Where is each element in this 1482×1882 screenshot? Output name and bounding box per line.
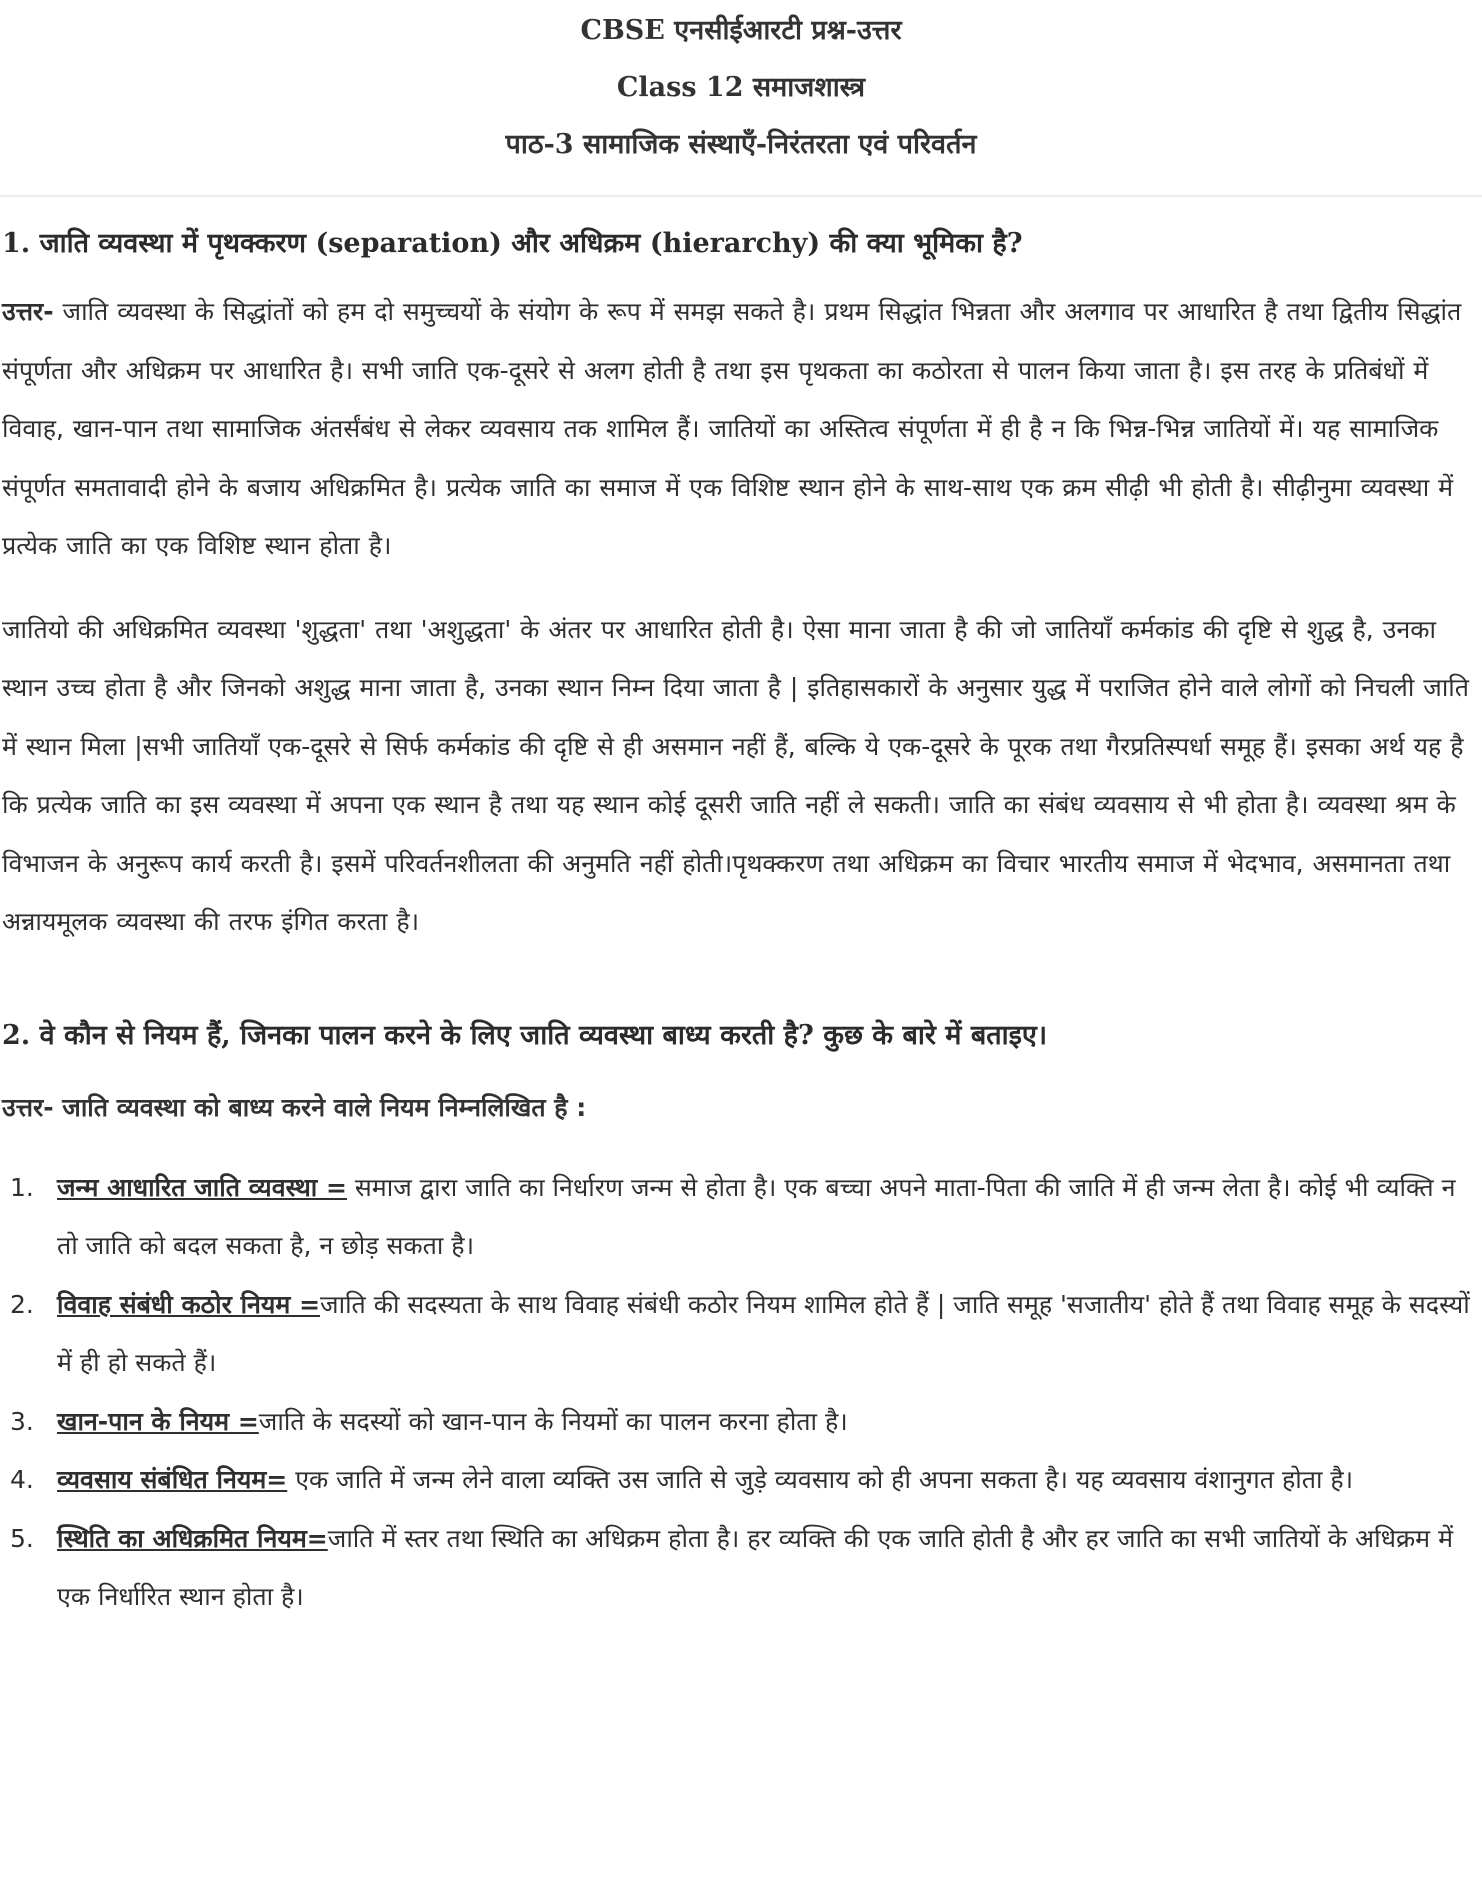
- answer-1-paragraph-1: [2, 283, 1478, 576]
- header-divider: [0, 195, 1482, 197]
- list-item-number: 4.: [10, 1465, 34, 1494]
- rule-term: व्यवसाय संबंधित नियम=: [57, 1465, 288, 1494]
- document-body: [0, 215, 1482, 1627]
- answer-label: उत्तर-: [2, 297, 54, 326]
- rule-term: स्थिति का अधिक्रमित नियम=: [57, 1523, 328, 1553]
- answer-1-paragraph-2: जातियो की अधिक्रमित व्यवस्था 'शुद्धता' तथा 'अशुद्धता' के अंतर पर आधारित होती है। ऐसा माना जाता है की जो जातियाँ कर्मकांड की दृष्टि से शुद्ध है, उनका स्थान उच्च होता है और जिनको अशुद्ध माना जाता है, उनका स्थान निम्न दिया जाता है | इतिहासकारों के अनुसार युद्ध में पराजित होने वाले लोगों को निचली जाति में स्थान मिला |सभी जातियाँ एक-दूसरे से सिर्फ कर्मकांड की दृष्टि से ही असमान नहीं हैं, बल्कि ये एक-दूसरे के पूरक तथा गैरप्रतिस्पर्धा समूह हैं। इसका अर्थ यह है कि प्रत्येक जाति का इस व्यवस्था में अपना एक स्थान है तथा यह स्थान कोई दूसरी जाति नहीं ले सकती। जाति का संबंध व्यवसाय से भी होता है। व्यवस्था श्रम के विभाजन के अनुरूप कार्य करती है। इसमें परिवर्तनशीलता की अनुमति नहीं होती।पृथक्करण तथा अधिक्रम का विचार भारतीय समाज में भेदभाव, असमानता तथा अन्नायमूलक व्यवस्था की तरफ इंगित करता है।: [2, 614, 1470, 936]
- list-item: [2, 1276, 1478, 1393]
- answer-1-text: जाति व्यवस्था के सिद्धांतों को हम दो समुच्चयों के संयोग के रूप में समझ सकते है। प्रथम सिद्धांत भिन्नता और अलगाव पर आधारित है तथा द्वितीय सिद्धांत संपूर्णता और अधिक्रम पर आधारित है। सभी जाति एक-दूसरे से अलग होती है तथा इस पृथकता का कठोरता से पालन किया जाता है। इस तरह के प्रतिबंधों में विवाह, खान-पान तथा सामाजिक अंतर्संबंध से लेकर व्यवसाय तक शामिल हैं। जातियों का अस्तित्व संपूर्णता में ही है न कि भिन्न-भिन्न जातियों में। यह सामाजिक संपूर्णत समतावादी होने के बजाय अधिक्रमित है। प्रत्येक जाति का समाज में एक विशिष्ट स्थान होने के साथ-साथ एक क्रम सीढ़ी भी होती है। सीढ़ीनुमा व्यवस्था में प्रत्येक जाति का एक विशिष्ट स्थान होता है।: [2, 297, 1462, 560]
- document-header: [0, 0, 1482, 173]
- header-chapter-title: पाठ-3 सामाजिक संस्थाएँ-निरंतरता एवं परिवर्तन: [505, 129, 977, 160]
- rule-term: विवाह संबंधी कठोर नियम =: [57, 1289, 321, 1319]
- answer-2-lead: उत्तर- जाति व्यवस्था को बाध्य करने वाले नियम निम्नलिखित है :: [2, 1092, 587, 1122]
- rule-term: जन्म आधारित जाति व्यवस्था =: [57, 1172, 347, 1202]
- header-class-subject: Class 12 समाजशास्त्र: [616, 72, 866, 103]
- question-2: 2. वे कौन से नियम हैं, जिनका पालन करने के लिए जाति व्यवस्था बाध्य करती है? कुछ के बारे में बताइए।: [2, 1019, 1048, 1051]
- list-item-number: 1.: [10, 1172, 34, 1202]
- list-item-number: 5.: [10, 1523, 34, 1553]
- list-item-number: 2.: [10, 1289, 34, 1319]
- rule-text: समाज द्वारा जाति का निर्धारण जन्म से होता है। एक बच्चा अपने माता-पिता की जाति में ही जन्म लेता है। कोई भी व्यक्ति न तो जाति को बदल सकता है, न छोड़ सकता है।: [57, 1172, 1456, 1260]
- rule-text: जाति की सदस्यता के साथ विवाह संबंधी कठोर नियम शामिल होते हैं | जाति समूह 'सजातीय' होते हैं तथा विवाह समूह के सदस्यों में ही हो सकते हैं।: [57, 1289, 1470, 1377]
- list-item: [2, 1451, 1478, 1510]
- list-item: [2, 1510, 1478, 1627]
- list-item: [2, 1393, 1478, 1452]
- rule-term: खान-पान के नियम =: [57, 1406, 259, 1436]
- rules-list: [2, 1159, 1478, 1627]
- rule-text: जाति में स्तर तथा स्थिति का अधिक्रम होता है। हर व्यक्ति की एक जाति होती है और हर जाति का सभी जातियों के अधिक्रम में एक निर्धारित स्थान होता है।: [57, 1523, 1454, 1611]
- rule-text: एक जाति में जन्म लेने वाला व्यक्ति उस जाति से जुड़े व्यवसाय को ही अपना सकता है। यह व्यवसाय वंशानुगत होता है।: [287, 1465, 1354, 1494]
- list-item: [2, 1159, 1478, 1276]
- header-board-title: CBSE एनसीईआरटी प्रश्न-उत्तर: [580, 15, 902, 46]
- question-1: 1. जाति व्यवस्था में पृथक्करण (separation) और अधिक्रम (hierarchy) की क्या भूमिका है?: [2, 228, 1023, 259]
- rule-text: जाति के सदस्यों को खान-पान के नियमों का पालन करना होता है।: [258, 1406, 848, 1436]
- list-item-number: 3.: [10, 1406, 34, 1436]
